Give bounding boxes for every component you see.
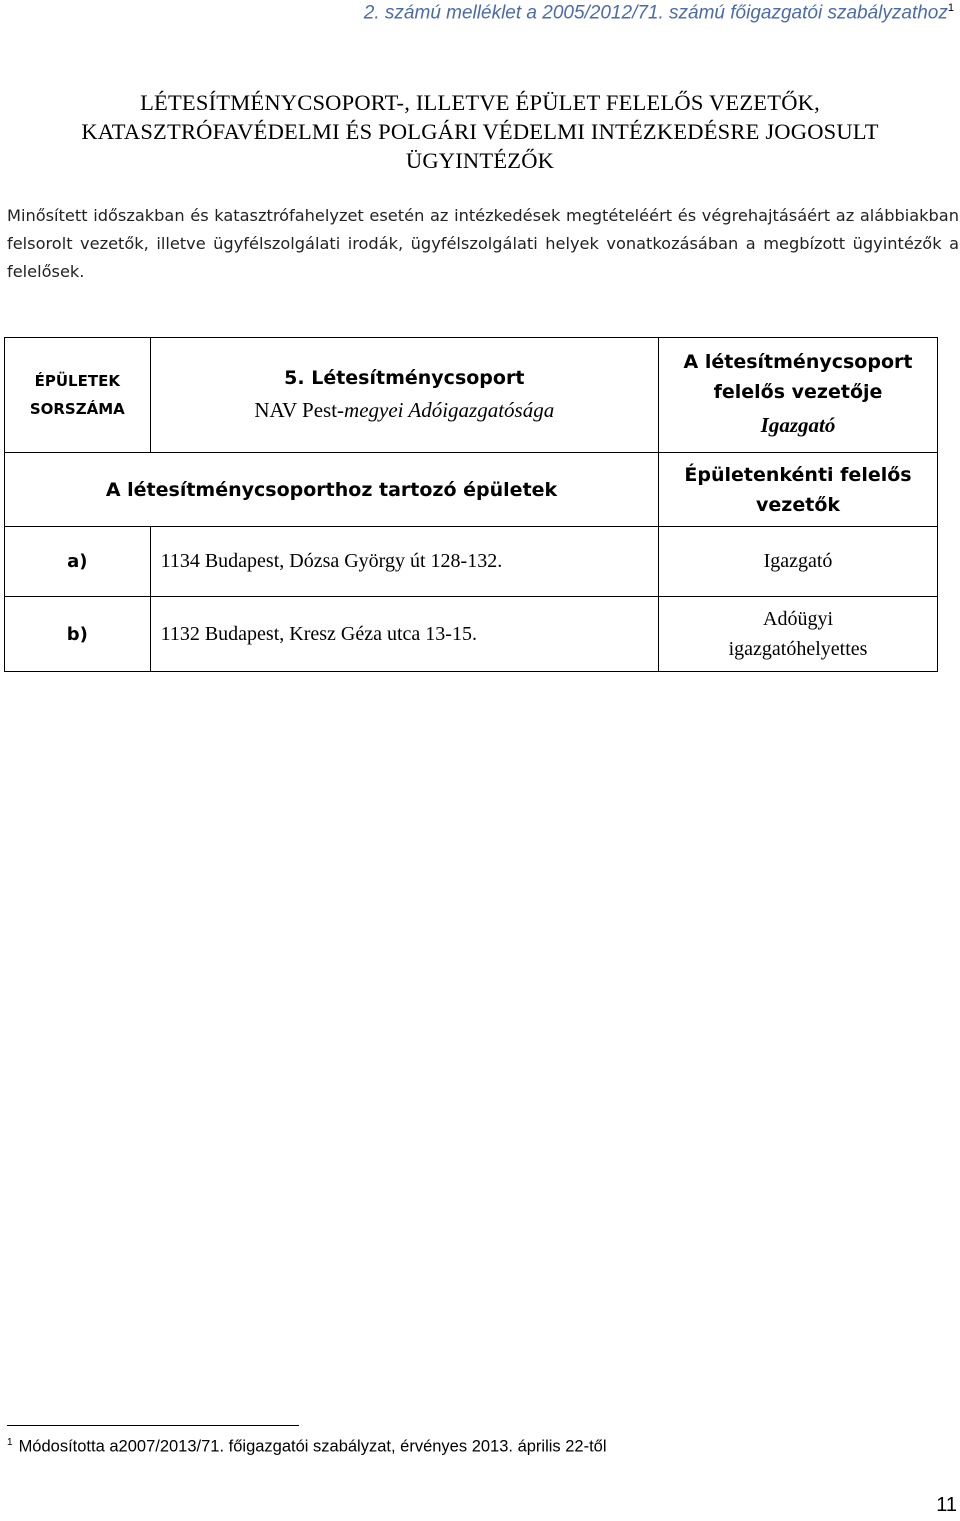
row-id: b) — [5, 597, 151, 672]
footnote-text: Módosította a2007/2013/71. főigazgatói szabályzat, érvényes 2013. április 22-től — [18, 1437, 607, 1456]
table-header-row-1 — [5, 338, 938, 453]
document-header — [364, 2, 954, 24]
row-leader-line-1: Adóügyi — [763, 608, 834, 630]
building-number-header-line-1: ÉPÜLETEK — [34, 372, 120, 390]
page-title — [0, 88, 960, 175]
row-id: a) — [5, 527, 151, 597]
group-leader-line-1: A létesítménycsoport — [683, 351, 913, 373]
building-leader-line-1: Épületenkénti felelős — [684, 463, 912, 486]
table-header-row-2 — [5, 453, 938, 527]
group-name: 5. Létesítménycsoport — [284, 367, 525, 389]
row-leader — [659, 527, 938, 597]
buildings-table — [4, 337, 938, 672]
row-leader-line-1: Igazgató — [763, 550, 833, 572]
title-line-2: KATASZTRÓFAVÉDELMI ÉS POLGÁRI VÉDELMI INTÉZKEDÉSRE JOGOSULT — [81, 119, 879, 144]
title-line-1: LÉTESÍTMÉNYCSOPORT-, ILLETVE ÉPÜLET FELELŐS VEZETŐK, — [140, 90, 820, 115]
group-leader-header — [659, 338, 938, 453]
group-header-cell — [150, 338, 658, 453]
row-leader-line-2: igazgatóhelyettes — [728, 638, 868, 660]
footnote-separator — [7, 1425, 299, 1426]
building-leader-header — [659, 453, 938, 527]
row-leader — [659, 597, 938, 672]
group-leader-line-2: felelős vezetője — [713, 381, 883, 403]
intro-paragraph: Minősített időszakban és katasztrófahelyzet esetén az intézkedések megtételéért és végrehajtásáért az alábbiakban felsorolt vezetők, illetve ügyfélszolgálati irodák, ügyfélszolgálati helyek vonatkozásában a megbízott ügyintézők a felelősek. — [7, 206, 959, 281]
row-address: 1134 Budapest, Dózsa György út 128-132. — [150, 527, 658, 597]
row-address: 1132 Budapest, Kresz Géza utca 13-15. — [150, 597, 658, 672]
header-footnote-ref[interactable]: 1 — [947, 2, 954, 14]
group-office — [151, 393, 658, 427]
buildings-header: A létesítménycsoporthoz tartozó épületek — [5, 453, 659, 527]
group-leader-title: Igazgató — [760, 413, 836, 437]
building-number-header — [5, 338, 151, 453]
table-row — [5, 597, 938, 672]
group-office-prefix: NAV Pest- — [254, 398, 345, 422]
title-line-3: ÜGYINTÉZŐK — [405, 148, 555, 173]
group-office-italic: megyei Adóigazgatósága — [344, 398, 555, 422]
building-leader-line-2: vezetők — [756, 493, 841, 516]
page-number: 11 — [936, 1494, 957, 1516]
footnote-number: 1 — [7, 1437, 13, 1448]
header-text: 2. számú melléklet a 2005/2012/71. számú főigazgatói szabályzathoz — [363, 2, 948, 24]
building-number-header-line-2: SORSZÁMA — [29, 400, 125, 418]
footnote — [7, 1433, 607, 1457]
table-row — [5, 527, 938, 597]
